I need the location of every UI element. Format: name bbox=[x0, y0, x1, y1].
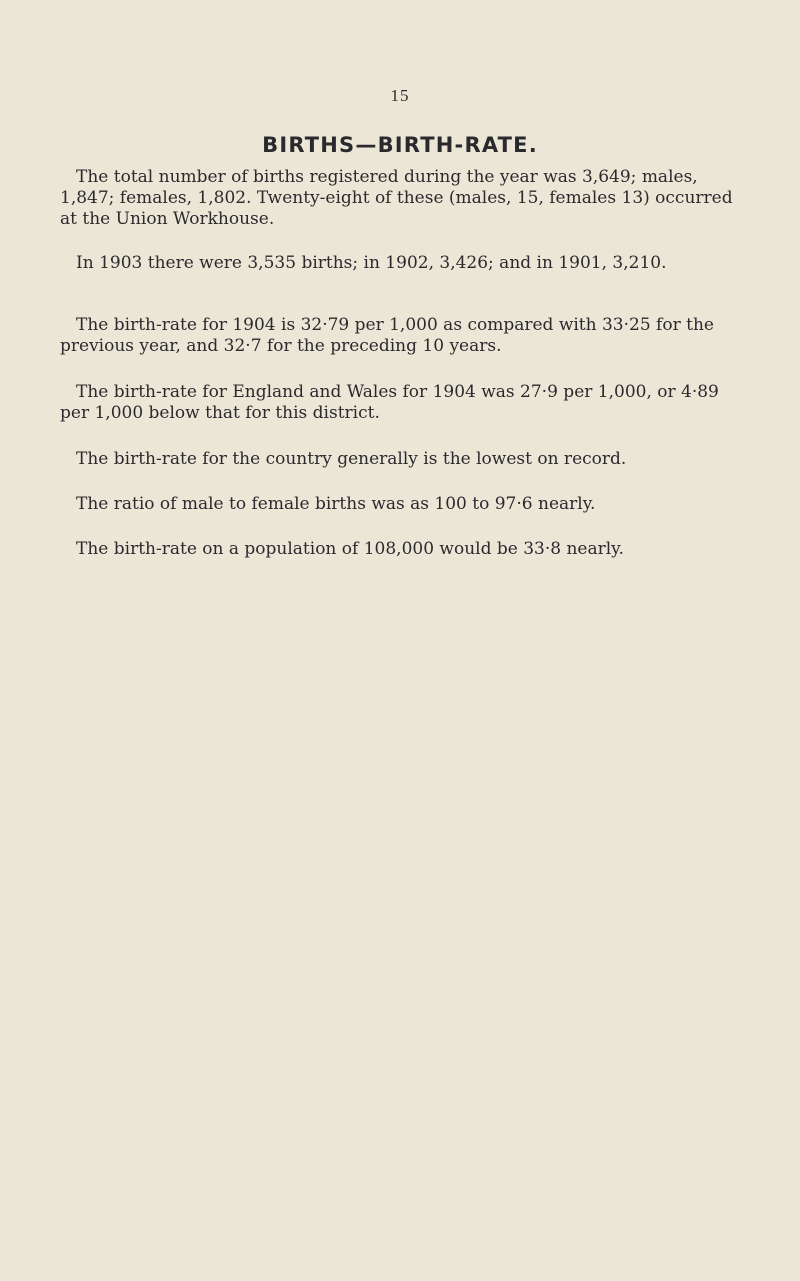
page-title: BIRTHS—BIRTH-RATE. bbox=[262, 133, 538, 157]
paragraph-england-wales-rate: The birth-rate for England and Wales for 1904 was 27·9 per 1,000, or 4·89 per 1,000 below that for this district. bbox=[60, 382, 719, 423]
paragraph-country-rate: The birth-rate for the country generally is the lowest on record. bbox=[76, 449, 627, 469]
paragraph-sex-ratio: The ratio of male to female births was as 100 to 97·6 nearly. bbox=[76, 494, 596, 514]
page-number: 15 bbox=[390, 86, 410, 105]
paragraph-population-rate: The birth-rate on a population of 108,000 would be 33·8 nearly. bbox=[76, 539, 624, 559]
paragraph-previous-years: In 1903 there were 3,535 births; in 1902, 3,426; and in 1901, 3,210. bbox=[76, 253, 667, 273]
paragraph-total-births: The total number of births registered during the year was 3,649; males, 1,847; females, 1,802. Twenty-eight of these (males, 15, females 13) occurred at the Union Workhouse. bbox=[60, 167, 733, 229]
paragraph-birth-rate-1904: The birth-rate for 1904 is 32·79 per 1,000 as compared with 33·25 for the previous year, and 32·7 for the preceding 10 years. bbox=[60, 315, 714, 356]
